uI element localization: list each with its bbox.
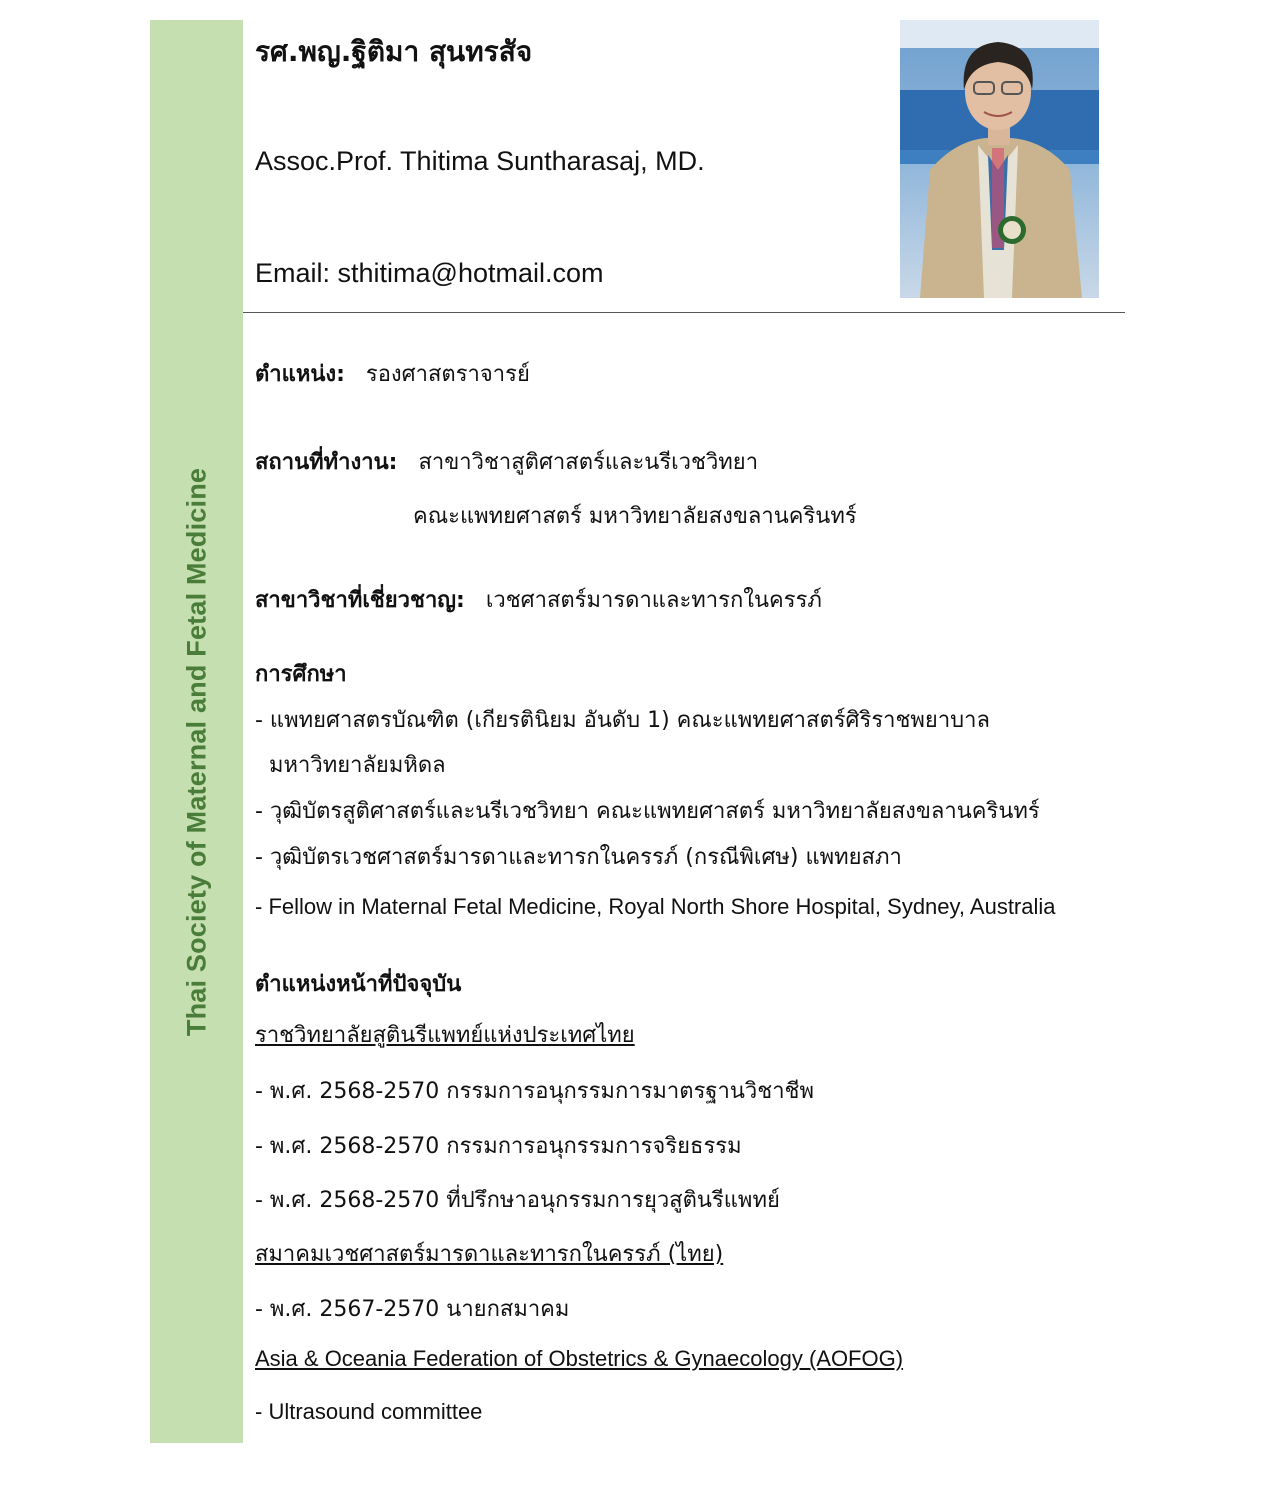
- workplace-row: สถานที่ทำงาน: สาขาวิชาสูติศาสตร์และนรีเวชวิทยา: [255, 450, 759, 475]
- education-item: - แพทยศาสตรบัณฑิต (เกียรตินิยม อันดับ 1) คณะแพทยศาสตร์ศิริราชพยาบาล: [255, 708, 990, 733]
- sidebar-label: Thai Society of Maternal and Fetal Medicine: [181, 467, 211, 1037]
- header-divider: [243, 312, 1125, 313]
- name-english: Assoc.Prof. Thitima Suntharasaj, MD.: [255, 146, 705, 176]
- specialty-row: สาขาวิชาที่เชี่ยวชาญ: เวชศาสตร์มารดาและทารกในครรภ์: [255, 588, 822, 613]
- education-item: - วุฒิบัตรเวชศาสตร์มารดาและทารกในครรภ์ (กรณีพิเศษ) แพทยสภา: [255, 845, 902, 870]
- education-item: - วุฒิบัตรสูติศาสตร์และนรีเวชวิทยา คณะแพทยศาสตร์ มหาวิทยาลัยสงขลานครินทร์: [255, 799, 1040, 824]
- org-rtcog-item: - พ.ศ. 2568-2570 กรรมการอนุกรรมการจริยธรรม: [255, 1134, 742, 1159]
- education-item: มหาวิทยาลัยมหิดล: [255, 753, 446, 778]
- org-mfm-title: สมาคมเวชศาสตร์มารดาและทารกในครรภ์ (ไทย): [255, 1242, 724, 1267]
- org-aofog-item: - Ultrasound committee: [255, 1399, 483, 1424]
- workplace-line1: สาขาวิชาสูติศาสตร์และนรีเวชวิทยา: [418, 450, 759, 475]
- workplace-line2: คณะแพทยศาสตร์ มหาวิทยาลัยสงขลานครินทร์: [413, 504, 857, 529]
- org-mfm-item: - พ.ศ. 2567-2570 นายกสมาคม: [255, 1297, 570, 1322]
- position-value: รองศาสตราจารย์: [365, 362, 530, 387]
- position-label: ตำแหน่ง: [255, 362, 337, 387]
- profile-photo: [900, 20, 1099, 298]
- position-row: ตำแหน่ง: รองศาสตราจารย์: [255, 362, 530, 387]
- workplace-label: สถานที่ทำงาน: [255, 450, 389, 475]
- email-text: Email: sthitima@hotmail.com: [255, 258, 604, 288]
- education-heading: การศึกษา: [255, 662, 347, 687]
- org-rtcog-item: - พ.ศ. 2568-2570 กรรมการอนุกรรมการมาตรฐานวิชาชีพ: [255, 1079, 814, 1104]
- specialty-value: เวชศาสตร์มารดาและทารกในครรภ์: [485, 588, 822, 613]
- org-rtcog-item: - พ.ศ. 2568-2570 ที่ปรึกษาอนุกรรมการยุวสูตินรีแพทย์: [255, 1188, 780, 1213]
- org-rtcog-title: ราชวิทยาลัยสูตินรีแพทย์แห่งประเทศไทย: [255, 1023, 635, 1048]
- sidebar-band: [150, 20, 243, 1443]
- current-heading: ตำแหน่งหน้าที่ปัจจุบัน: [255, 972, 462, 997]
- specialty-label: สาขาวิชาที่เชี่ยวชาญ: [255, 588, 457, 613]
- name-thai: รศ.พญ.ฐิติมา สุนทรสัจ: [255, 35, 533, 68]
- education-item: - Fellow in Maternal Fetal Medicine, Royal North Shore Hospital, Sydney, Australia: [255, 894, 1056, 919]
- org-aofog-title: Asia & Oceania Federation of Obstetrics & Gynaecology (AOFOG): [255, 1346, 904, 1371]
